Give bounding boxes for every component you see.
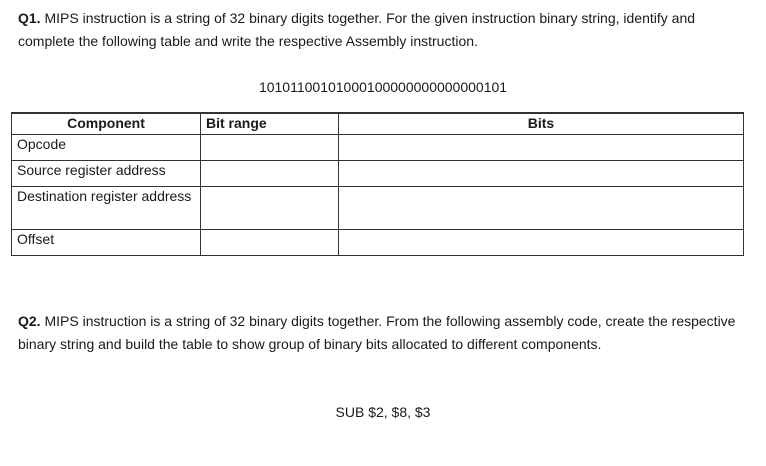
header-bit-range: Bit range	[201, 113, 339, 135]
bits-cell[interactable]	[339, 230, 744, 256]
assembly-instruction: SUB $2, $8, $3	[335, 404, 431, 420]
bit-range-cell[interactable]	[201, 161, 339, 187]
question-2-number: Q2.	[18, 313, 41, 329]
component-table	[11, 112, 744, 256]
bit-range-cell[interactable]	[201, 135, 339, 161]
bit-range-cell[interactable]	[201, 187, 339, 230]
table-header-row	[12, 113, 744, 135]
binary-string: 10101100101000100000000000000101	[258, 79, 508, 95]
question-1-text: MIPS instruction is a string of 32 binary digits together. For the given instruction binary string, identify and complete the following table and write the respective Assembly instruction.	[18, 10, 696, 49]
header-component: Component	[12, 113, 201, 135]
component-cell: Source register address	[12, 161, 201, 187]
bit-range-cell[interactable]	[201, 230, 339, 256]
table-row	[12, 135, 744, 161]
header-bits: Bits	[339, 113, 744, 135]
bits-cell[interactable]	[339, 187, 744, 230]
question-2	[18, 310, 748, 356]
table-row	[12, 161, 744, 187]
component-cell: Opcode	[12, 135, 201, 161]
question-1-number: Q1.	[18, 10, 41, 26]
question-1	[18, 7, 748, 53]
table-row	[12, 230, 744, 256]
bits-cell[interactable]	[339, 135, 744, 161]
component-cell: Destination register address	[12, 187, 201, 230]
component-cell: Offset	[12, 230, 201, 256]
bits-cell[interactable]	[339, 161, 744, 187]
question-2-text: MIPS instruction is a string of 32 binary digits together. From the following assembly code, create the respective binary string and build the table to show group of binary bits allocated to different components.	[18, 313, 736, 352]
table-row	[12, 187, 744, 230]
